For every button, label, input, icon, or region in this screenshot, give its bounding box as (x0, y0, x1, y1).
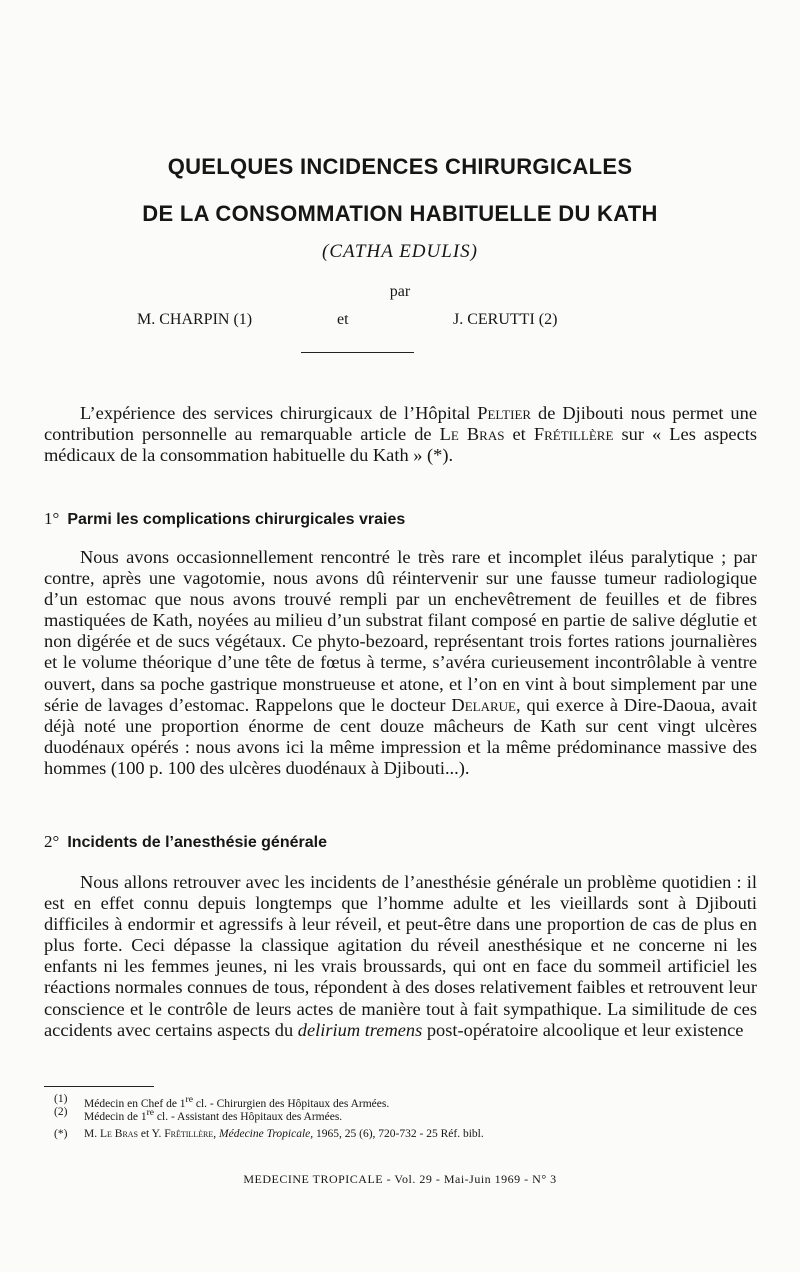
footnote-2-number: (2) (54, 1106, 68, 1118)
footnote-1-number: (1) (54, 1093, 68, 1105)
by-line: par (389, 283, 411, 300)
subtitle: (CATHA EDULIS) (322, 241, 478, 262)
footnote-1: Médecin en Chef de 1re cl. - Chirurgien des Hôpitaux des Armées. (84, 1094, 390, 1110)
footnote-divider (44, 1086, 154, 1087)
footnote-3-number: (*) (54, 1128, 68, 1140)
author-conjunction: et (337, 311, 349, 328)
intro-paragraph: L’expérience des services chirurgicaux de l’Hôpital Peltier de Djibouti nous permet une contribution personnelle au remarquable article de Le Bras et Frétillère sur « Les aspects médicaux de la consommation habituelle du Kath » (*). (44, 403, 758, 466)
section-2-paragraph: Nous allons retrouver avec les incidents de l’anesthésie générale un problème quotidien : il est en effet connu depuis longtemps que l’homme adulte et les vieillards sont à Djibouti difficiles à endormir et agressifs à leur réveil, et peut-être dans une proportion de cas de plus en plus forte. Ceci dépasse la classique agitation du réveil anesthésique et ne concerne ni les enfants ni les femmes jeunes, ni les vrais broussards, qui ont en face du sommeil artificiel les réactions normales connues de tous, répondent à des doses relativement faibles et retrouvent leur conscience et le contrôle de leurs actes de manière tout à fait sympathique. La similitude de ces accidents avec certains aspects du delirium tremens post-opératoire alcoolique et leur existence (44, 872, 757, 1040)
title-line-2: DE LA CONSOMMATION HABITUELLE DU KATH (142, 201, 658, 226)
footnote-3: M. Le Bras et Y. Frêtillère, Médecine Tropicale, 1965, 25 (6), 720-732 - 25 Réf. bibl. (84, 1128, 484, 1140)
footnote-2: Médecin de 1re cl. - Assistant des Hôpitaux des Armées. (84, 1107, 343, 1123)
section-1-paragraph: Nous avons occasionnellement rencontré le très rare et incomplet iléus paralytique ; par contre, après une vagotomie, nous avons dû réintervenir sur une fausse tumeur radiologique d’un estomac que nous avons trouvé rempli par un enchevêtrement de feuilles et de fibres mastiquées de Kath, noyées au milieu d’un substrat filant composé en partie de salive déglutie et non digérée et de sucs végétaux. Ce phyto-bezoard, représentant trois fortes rations journalières et le volume théorique d’une tête de fœtus à terme, s’avéra curieusement incontrôlable à ventre ouvert, dans sa poche gastrique monstrueuse et atone, et l’on en vint à bout simplement par une série de lavages d’estomac. Rappelons que le docteur Delarue, qui exerce à Dire-Daoua, avait déjà noté une proportion énorme de cent douze mâcheurs de Kath sur cent vingt ulcères duodénaux opérés : nous avons ici la même impression et la même prédominance massive des hommes (100 p. 100 des ulcères duodénaux à Djibouti...). (44, 547, 757, 778)
title-divider (301, 352, 414, 353)
journal-footer: MEDECINE TROPICALE - Vol. 29 - Mai-Juin 1969 - N° 3 (243, 1172, 557, 1186)
author-charpin: M. CHARPIN (1) (137, 311, 253, 328)
section-2-heading: 2° Incidents de l’anesthésie générale (44, 832, 327, 851)
title-line-1: QUELQUES INCIDENCES CHIRURGICALES (167, 154, 633, 179)
author-cerutti: J. CERUTTI (2) (453, 311, 558, 328)
section-1-heading: 1° Parmi les complications chirurgicales vraies (44, 509, 406, 528)
